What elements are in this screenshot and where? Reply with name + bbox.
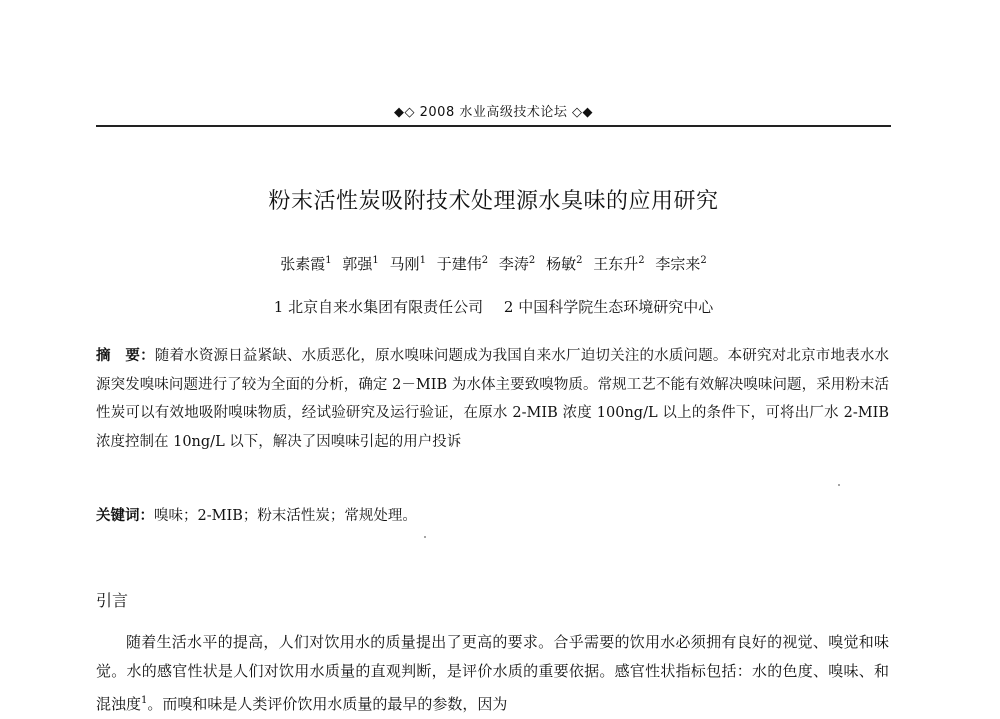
- running-header: ◆◇ 2008 水业高级技术论坛 ◇◆: [394, 105, 593, 120]
- intro-text-continued: 。而嗅和味是人类评价饮用水质量的最早的参数，因为: [147, 695, 508, 713]
- affiliation: 1 北京自来水集团有限责任公司: [273, 298, 484, 316]
- author: [280, 255, 331, 273]
- scan-speck: [424, 536, 426, 538]
- keywords-text: 嗅味；2-MIB；粉末活性炭；常规处理。: [154, 508, 417, 524]
- author-name: 于建伟: [436, 255, 482, 273]
- author-affiliation-mark: 2: [528, 255, 536, 266]
- author-affiliation-mark: 1: [325, 255, 332, 266]
- author-name: 杨敏: [546, 255, 577, 273]
- abstract: [96, 342, 889, 456]
- citation-ref: 1: [141, 695, 148, 706]
- paper-title: 粉末活性炭吸附技术处理源水臭味的应用研究: [268, 189, 719, 214]
- author: [655, 255, 706, 273]
- abstract-label: 摘 要：: [96, 347, 155, 364]
- author-name: 马刚: [389, 255, 420, 273]
- author-list: [96, 253, 891, 274]
- author: [437, 255, 488, 273]
- author-name: 李宗来: [655, 255, 701, 273]
- scan-speck: [838, 484, 840, 486]
- author-name: 王东升: [593, 255, 639, 273]
- author-name: 李涛: [498, 255, 529, 273]
- author-name: 张素霞: [280, 255, 326, 273]
- affiliation: 2 中国科学院生态环境研究中心: [503, 298, 714, 316]
- author-name: 郭强: [342, 255, 373, 273]
- author: [342, 255, 378, 273]
- keywords-label: 关键词：: [96, 507, 154, 524]
- author: [499, 255, 535, 273]
- section-heading: 引言: [96, 591, 129, 610]
- author: [593, 255, 644, 273]
- author-affiliation-mark: 2: [576, 255, 583, 266]
- intro-text: 随着生活水平的提高，人们对饮用水的质量提出了更高的要求。合乎需要的饮用水必须拥有良好的视觉、嗅觉和味觉。水的感官性状是人们对饮用水质量的直观判断，是评价水质的重要依据。感官性状指标包括：水的色度、嗅味、和混浊度: [96, 633, 889, 713]
- header-rule: [96, 125, 891, 127]
- author-affiliation-mark: 2: [638, 255, 645, 266]
- affiliation-list: [96, 296, 891, 317]
- author-affiliation-mark: 2: [700, 255, 707, 266]
- keywords: [96, 502, 889, 530]
- intro-paragraph: [96, 628, 889, 719]
- author-affiliation-mark: 2: [481, 255, 489, 266]
- author-affiliation-mark: 1: [372, 255, 379, 266]
- author: [546, 255, 582, 273]
- abstract-text: 随着水资源日益紧缺、水质恶化，原水嗅味问题成为我国自来水厂迫切关注的水质问题。本研究对北京市地表水水源突发嗅味问题进行了较为全面的分析，确定 2－MIB 为水体主要致嗅物质。常规工艺不能有效解决嗅味问题，采用粉末活性炭可以有效地吸附嗅味物质，经试验研究及运行验证，在原水 2-MIB 浓度 100ng/L 以上的条件下，可将出厂水 2-MIB 浓度控制在 10ng/L 以下，解决了因嗅味引起的用户投诉: [96, 348, 890, 450]
- author-affiliation-mark: 1: [419, 255, 426, 266]
- author: [390, 255, 426, 273]
